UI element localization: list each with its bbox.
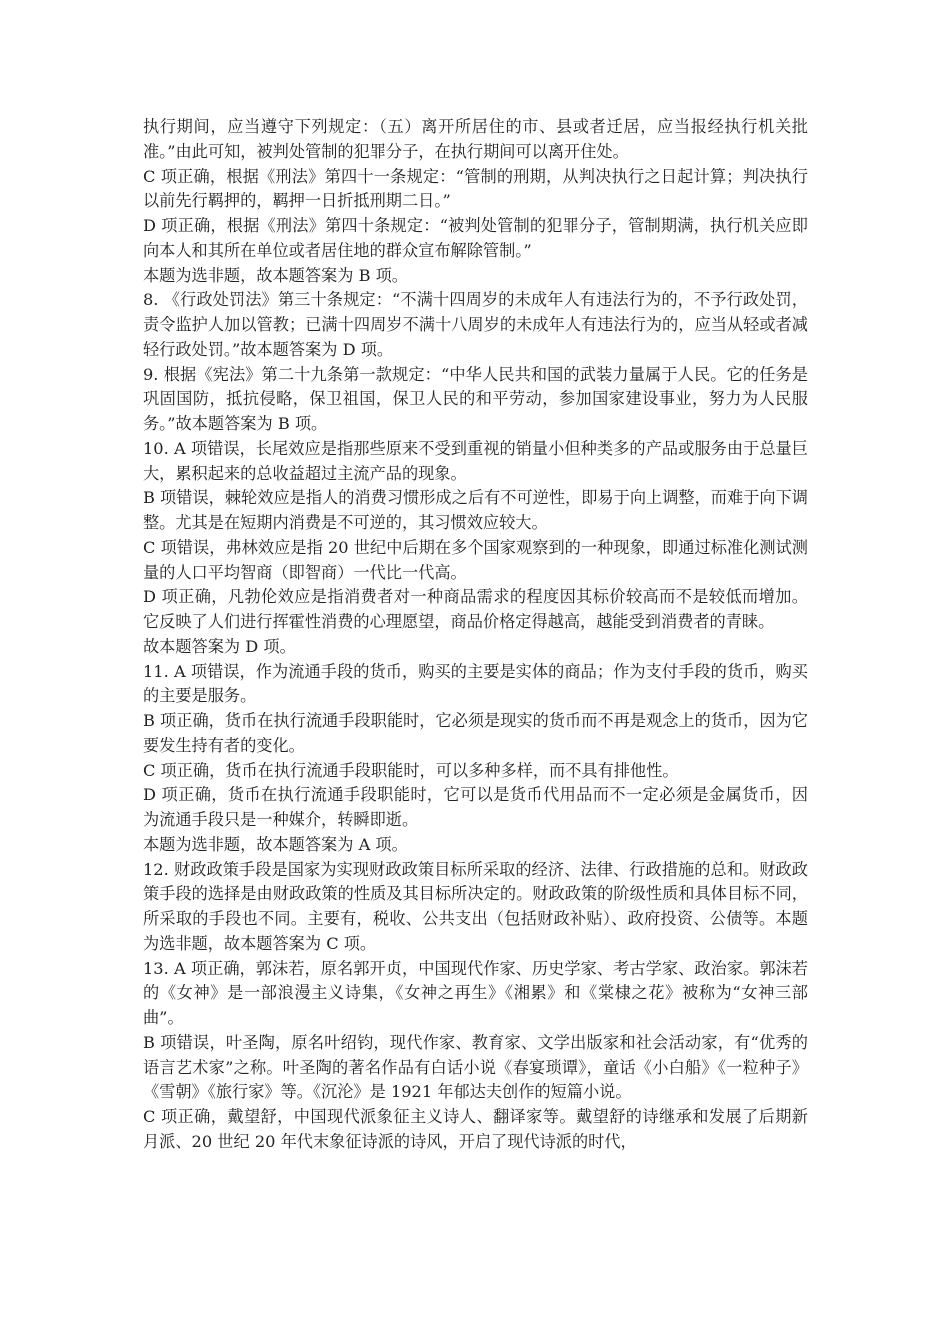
paragraph: 9. 根据《宪法》第二十九条第一款规定：“中华人民共和国的武装力量属于人民。它的任务是巩固国防，抵抗侵略，保卫祖国，保卫人民的和平劳动，参加国家建设事业，努力为人民服务。”故本题答案为 B 项。 bbox=[143, 364, 808, 433]
paragraph: C 项正确，根据《刑法》第四十一条规定：“管制的刑期，从判决执行之日起计算；判决执行以前先行羁押的，羁押一日折抵刑期二日。” bbox=[143, 166, 808, 211]
paragraph: 本题为选非题，故本题答案为 B 项。 bbox=[143, 265, 408, 285]
paragraph: B 项错误，棘轮效应是指人的消费习惯形成之后有不可逆性，即易于向上调整，而难于向下调整。尤其是在短期内消费是不可逆的，其习惯效应较大。 bbox=[143, 488, 808, 532]
paragraph: 10. A 项错误，长尾效应是指那些原来不受到重视的销量小但种类多的产品或服务由于总量巨大，累积起来的总收益超过主流产品的现象。 bbox=[143, 438, 808, 483]
paragraph: 本题为选非题，故本题答案为 A 项。 bbox=[143, 834, 408, 854]
paragraph: C 项正确，戴望舒，中国现代派象征主义诗人、翻译家等。戴望舒的诗继承和发展了后期新月派、20 世纪 20 年代末象征诗派的诗风，开启了现代诗派的时代， bbox=[143, 1107, 808, 1151]
paragraph: 故本题答案为 D 项。 bbox=[143, 636, 296, 656]
paragraph: 执行期间，应当遵守下列规定：（五）离开所居住的市、县或者迁居，应当报经执行机关批准。”由此可知，被判处管制的犯罪分子，在执行期间可以离开住处。 bbox=[143, 117, 808, 161]
paragraph: 8. 《行政处罚法》第三十条规定：“不满十四周岁的未成年人有违法行为的，不予行政处罚，责令监护人加以管教；已满十四周岁不满十八周岁的未成年人有违法行为的，应当从轻或者减轻行政处罚。”故本题答案为 D 项。 bbox=[143, 290, 808, 359]
paragraph: D 项正确，货币在执行流通手段职能时，它可以是货币代用品而不一定必须是金属货币，因为流通手段只是一种媒介，转瞬即逝。 bbox=[143, 785, 808, 829]
paragraph: C 项正确，货币在执行流通手段职能时，可以多种多样，而不具有排他性。 bbox=[143, 760, 679, 780]
document-body bbox=[143, 115, 808, 1155]
paragraph: 12. 财政政策手段是国家为实现财政政策目标所采取的经济、法律、行政措施的总和。财政政策手段的选择是由财政政策的性质及其目标所决定的。财政政策的阶级性质和具体目标不同，所采取的手段也不同。主要有，税收、公共支出（包括财政补贴）、政府投资、公债等。本题为选非题，故本题答案为 C 项。 bbox=[143, 859, 808, 953]
paragraph: D 项正确，根据《刑法》第四十条规定：“被判处管制的犯罪分子，管制期满，执行机关应即向本人和其所在单位或者居住地的群众宣布解除管制。” bbox=[143, 216, 808, 260]
paragraph: 13. A 项正确，郭沫若，原名郭开贞，中国现代作家、历史学家、考古学家、政治家。郭沫若的《女神》是一部浪漫主义诗集，《女神之再生》《湘累》和《棠棣之花》被称为“女神三部曲”。 bbox=[143, 958, 808, 1027]
paragraph: B 项错误，叶圣陶，原名叶绍钧，现代作家、教育家、文学出版家和社会活动家，有“优秀的语言艺术家”之称。叶圣陶的著名作品有白话小说《春宴琐谭》，童话《小白船》《一粒种子》《雪朝》《旅行家》等。《沉沦》是 1921 年郁达夫创作的短篇小说。 bbox=[143, 1032, 808, 1102]
paragraph: B 项正确，货币在执行流通手段职能时，它必须是现实的货币而不再是观念上的货币，因为它要发生持有者的变化。 bbox=[143, 711, 808, 755]
paragraph: 11. A 项错误，作为流通手段的货币，购买的主要是实体的商品；作为支付手段的货币，购买的主要是服务。 bbox=[143, 661, 808, 706]
paragraph: D 项正确，凡勃伦效应是指消费者对一种商品需求的程度因其标价较高而不是较低而增加。它反映了人们进行挥霍性消费的心理愿望，商品价格定得越高，越能受到消费者的青睐。 bbox=[143, 587, 808, 631]
paragraph: C 项错误，弗林效应是指 20 世纪中后期在多个国家观察到的一种现象，即通过标准化测试测量的人口平均智商（即智商）一代比一代高。 bbox=[143, 537, 808, 582]
